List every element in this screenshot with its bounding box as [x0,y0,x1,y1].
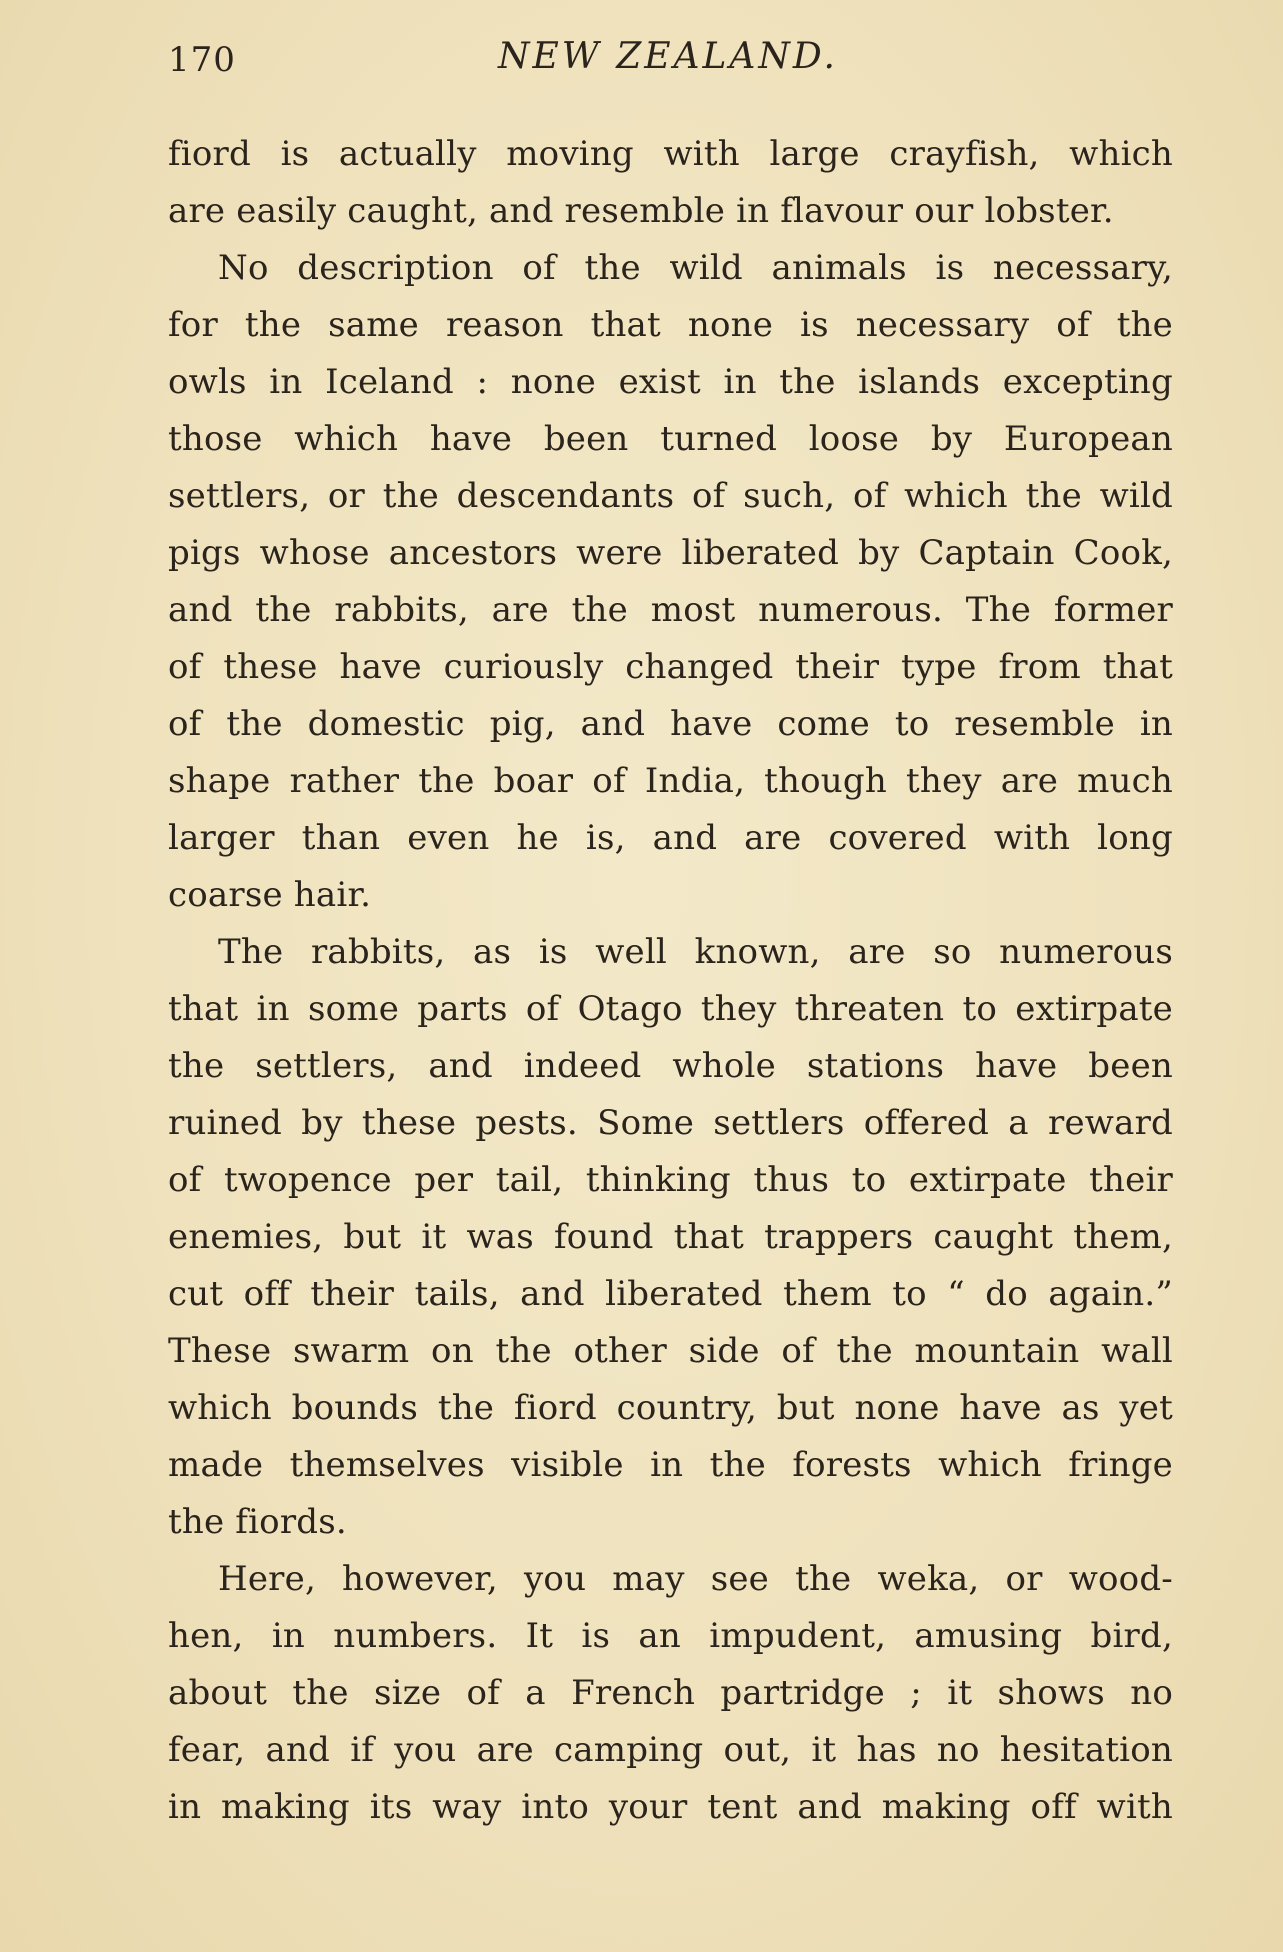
text-line: shape rather the boar of India, though they are much [168,761,1173,801]
text-line: the fiords. [168,1502,347,1542]
text-line: that in some parts of Otago they threaten to extirpate [168,989,1173,1029]
page-header [168,30,1168,90]
running-title: NEW ZEALAND. [498,36,838,77]
text-line: coarse hair. [168,875,372,915]
text-line: made themselves visible in the forests which fringe [168,1445,1173,1485]
text-line: enemies, but it was found that trappers caught them, [168,1217,1173,1257]
text-line: the settlers, and indeed whole stations have been [168,1046,1173,1086]
text-line: and the rabbits, are the most numerous. The former [168,590,1173,630]
text-line: hen, in numbers. It is an impudent, amusing bird, [168,1616,1173,1656]
text-line: about the size of a French partridge ; it shows no [168,1673,1173,1713]
text-line: of the domestic pig, and have come to resemble in [168,704,1173,744]
text-line: fear, and if you are camping out, it has no hesitation [168,1730,1173,1770]
text-line: ruined by these pests. Some settlers offered a reward [168,1103,1173,1143]
text-line: which bounds the fiord country, but none have as yet [168,1388,1173,1428]
text-line: those which have been turned loose by European [168,419,1173,459]
text-line: No description of the wild animals is necessary, [218,248,1173,288]
text-line: fiord is actually moving with large crayfish, which [168,134,1173,174]
text-line: pigs whose ancestors were liberated by Captain Cook, [168,533,1173,573]
text-line: Here, however, you may see the weka, or wood- [218,1559,1173,1599]
text-line: of twopence per tail, thinking thus to extirpate their [168,1160,1173,1200]
text-line: owls in Iceland : none exist in the islands excepting [168,362,1173,402]
text-line: for the same reason that none is necessary of the [168,305,1173,345]
text-line: settlers, or the descendants of such, of which the wild [168,476,1173,516]
text-line: The rabbits, as is well known, are so numerous [218,932,1173,972]
text-line: are easily caught, and resemble in flavour our lobster. [168,191,1114,231]
text-line: These swarm on the other side of the mountain wall [168,1331,1173,1371]
text-line: larger than even he is, and are covered with long [168,818,1173,858]
text-line: cut off their tails, and liberated them to “ do again.” [168,1274,1173,1314]
text-line: in making its way into your tent and making off with [168,1787,1173,1827]
body-text [168,126,1173,1836]
page-number: 170 [168,40,236,80]
text-line: of these have curiously changed their type from that [168,647,1173,687]
